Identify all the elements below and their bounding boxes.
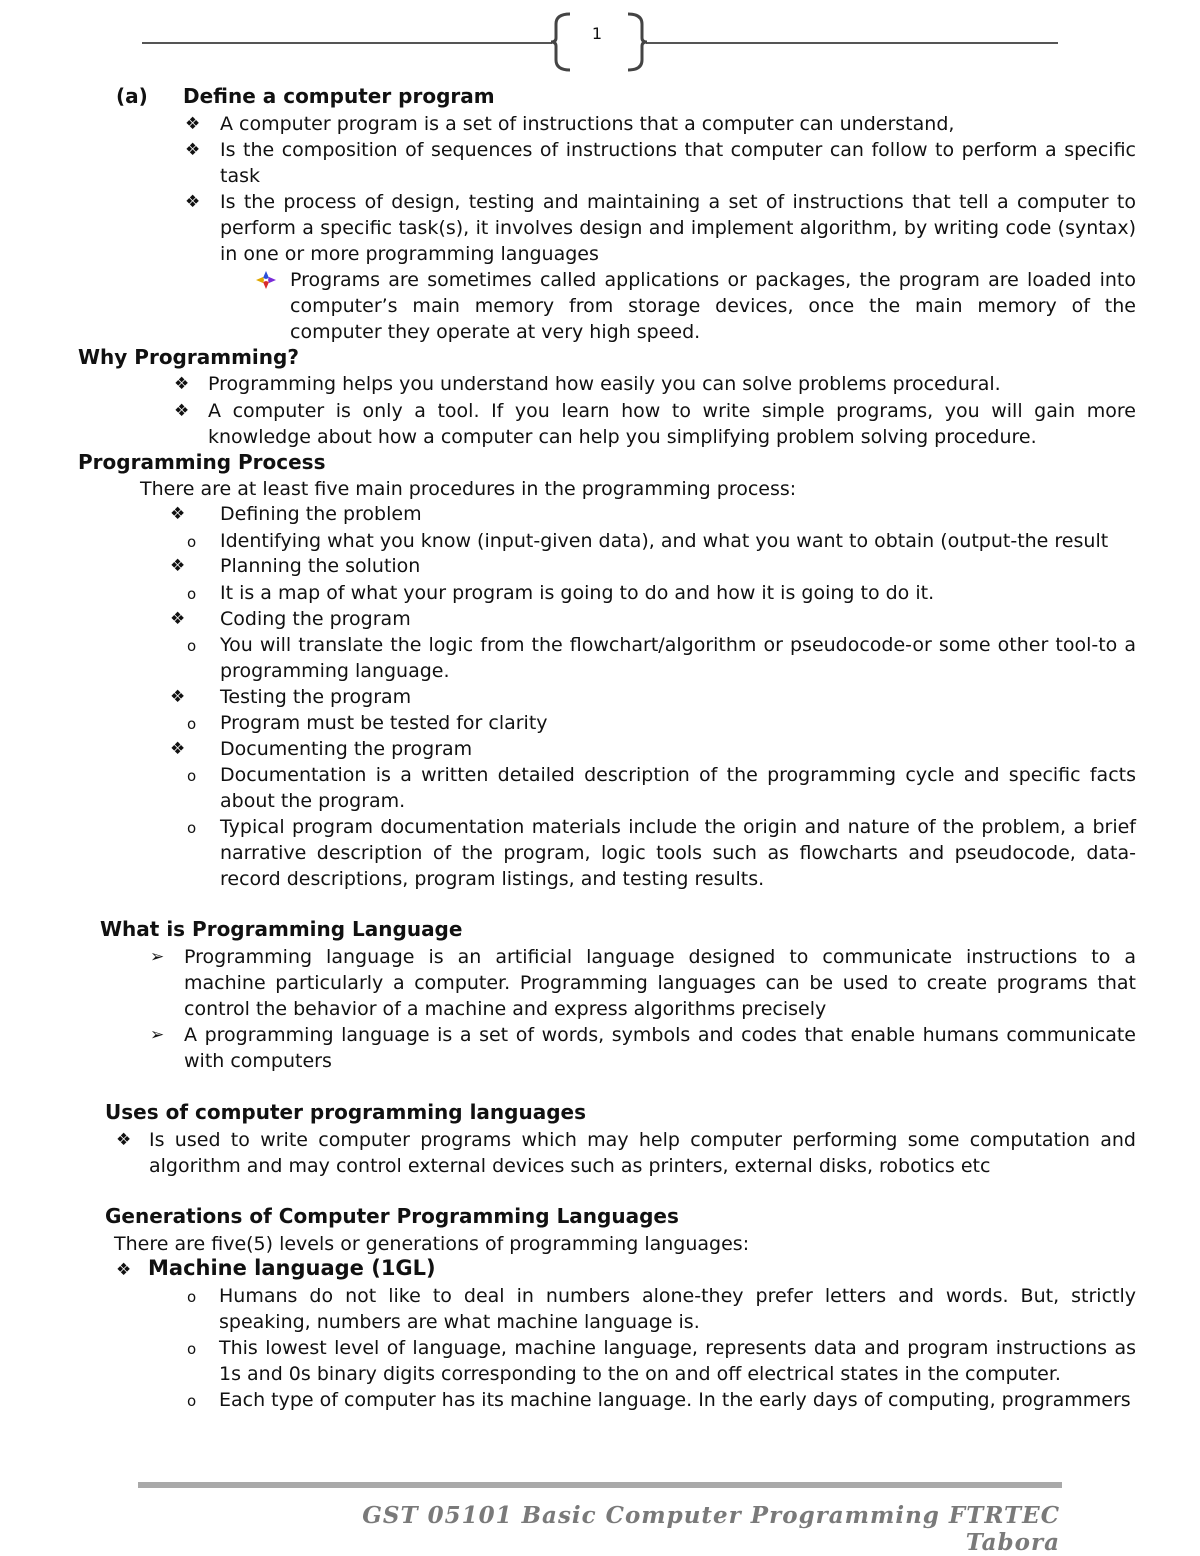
machine-language-point-2: This lowest level of language, machine language, represents data and program instructions as 1s and 0s binary digits corresponding to the on and off electrical states in the computer. (219, 1337, 1136, 1385)
diamond-bullet-icon: ❖ (185, 192, 201, 212)
circle-bullet-icon: o (187, 819, 197, 837)
circle-bullet-icon: o (187, 637, 197, 655)
diamond-bullet-icon: ❖ (170, 687, 186, 707)
arrow-bullet-icon: ➢ (150, 1025, 165, 1045)
circle-bullet-icon: o (187, 715, 197, 733)
diamond-bullet-icon: ❖ (174, 401, 190, 421)
header-bracket-left (548, 10, 574, 74)
circle-bullet-icon: o (187, 1340, 197, 1358)
process-step-1: Defining the problem (220, 503, 422, 525)
circle-bullet-icon: o (187, 533, 197, 551)
diamond-bullet-icon: ❖ (170, 556, 186, 576)
diamond-bullet-icon: ❖ (170, 739, 186, 759)
section-a-bullet-2: Is the composition of sequences of instructions that computer can follow to perform a specific task (220, 139, 1136, 187)
diamond-bullet-icon: ❖ (174, 374, 190, 394)
section-a-bullet-1: A computer program is a set of instructions that a computer can understand, (220, 113, 955, 135)
why-bullet-1: Programming helps you understand how easily you can solve problems procedural. (208, 373, 1001, 395)
machine-language-heading: Machine language (1GL) (148, 1256, 436, 1280)
page-number: 1 (591, 24, 603, 43)
process-step-2-detail: It is a map of what your program is going to do and how it is going to do it. (220, 582, 935, 604)
process-step-5-detail-2: Typical program documentation materials include the origin and nature of the problem, a brief narrative description of the program, logic tools such as flowcharts and pseudocode, data-record descriptions, program listings, and testing results. (220, 816, 1136, 890)
circle-bullet-icon: o (187, 767, 197, 785)
diamond-bullet-icon: ❖ (185, 140, 201, 160)
process-step-3-detail: You will translate the logic from the flowchart/algorithm or pseudocode-or some other tool-to a programming language. (220, 634, 1136, 682)
section-a-sub-bullet: Programs are sometimes called applications or packages, the program are loaded into computer’s main memory from storage devices, once the main memory of the computer they operate at very high speed. (290, 269, 1136, 343)
why-programming-heading: Why Programming? (78, 345, 299, 369)
diamond-bullet-icon: ❖ (116, 1130, 132, 1150)
section-a-title: Define a computer program (183, 84, 495, 108)
circle-bullet-icon: o (187, 585, 197, 603)
process-step-1-detail: Identifying what you know (input-given data), and what you want to obtain (output-the result (220, 530, 1109, 552)
footer-rule (138, 1482, 1062, 1488)
header-rule-right (646, 42, 1058, 44)
why-bullet-2: A computer is only a tool. If you learn how to write simple programs, you will gain more knowledge about how a computer can help you simplifying problem solving procedure. (208, 400, 1136, 448)
four-arrow-bullet-icon (255, 270, 277, 290)
section-a-label: (a) (116, 84, 148, 108)
process-step-4: Testing the program (220, 686, 412, 708)
machine-language-point-3: Each type of computer has its machine language. In the early days of computing, programmers (219, 1389, 1131, 1411)
process-step-3: Coding the program (220, 608, 411, 630)
process-intro: There are at least five main procedures in the programming process: (140, 478, 797, 500)
generations-heading: Generations of Computer Programming Languages (105, 1204, 679, 1228)
footer-text: GST 05101 Basic Computer Programming FTRTEC Tabora (362, 1502, 1060, 1556)
section-a-bullet-3: Is the process of design, testing and maintaining a set of instructions that tell a computer to perform a specific task(s), it involves design and implement algorithm, by writing code (syntax) in one or more programming languages (220, 191, 1136, 265)
diamond-bullet-icon: ❖ (170, 609, 186, 629)
circle-bullet-icon: o (187, 1392, 197, 1410)
process-step-5: Documenting the program (220, 738, 473, 760)
uses-bullet-1: Is used to write computer programs which may help computer performing some computation and algorithm and may control external devices such as printers, external disks, robotics etc (149, 1129, 1136, 1177)
arrow-bullet-icon: ➢ (150, 947, 165, 967)
circle-bullet-icon: o (187, 1288, 197, 1306)
programming-language-heading: What is Programming Language (100, 917, 463, 941)
programming-process-heading: Programming Process (78, 450, 326, 474)
diamond-bullet-icon: ❖ (170, 504, 186, 524)
machine-language-point-1: Humans do not like to deal in numbers alone-they prefer letters and words. But, strictly speaking, numbers are what machine language is. (219, 1285, 1136, 1333)
process-step-4-detail: Program must be tested for clarity (220, 712, 548, 734)
diamond-bullet-icon: ❖ (185, 114, 201, 134)
uses-heading: Uses of computer programming languages (105, 1100, 586, 1124)
process-step-2: Planning the solution (220, 555, 421, 577)
process-step-5-detail-1: Documentation is a written detailed description of the programming cycle and specific facts about the program. (220, 764, 1136, 812)
header-rule-left (142, 42, 552, 44)
diamond-bullet-icon: ❖ (116, 1260, 132, 1280)
language-bullet-1: Programming language is an artificial language designed to communicate instructions to a machine particularly a computer. Programming languages can be used to create programs that control the behavior of a machine and express algorithms precisely (184, 946, 1136, 1020)
header-bracket-right (624, 10, 650, 74)
generations-intro: There are five(5) levels or generations of programming languages: (114, 1233, 750, 1255)
language-bullet-2: A programming language is a set of words, symbols and codes that enable humans communicate with computers (184, 1024, 1136, 1072)
